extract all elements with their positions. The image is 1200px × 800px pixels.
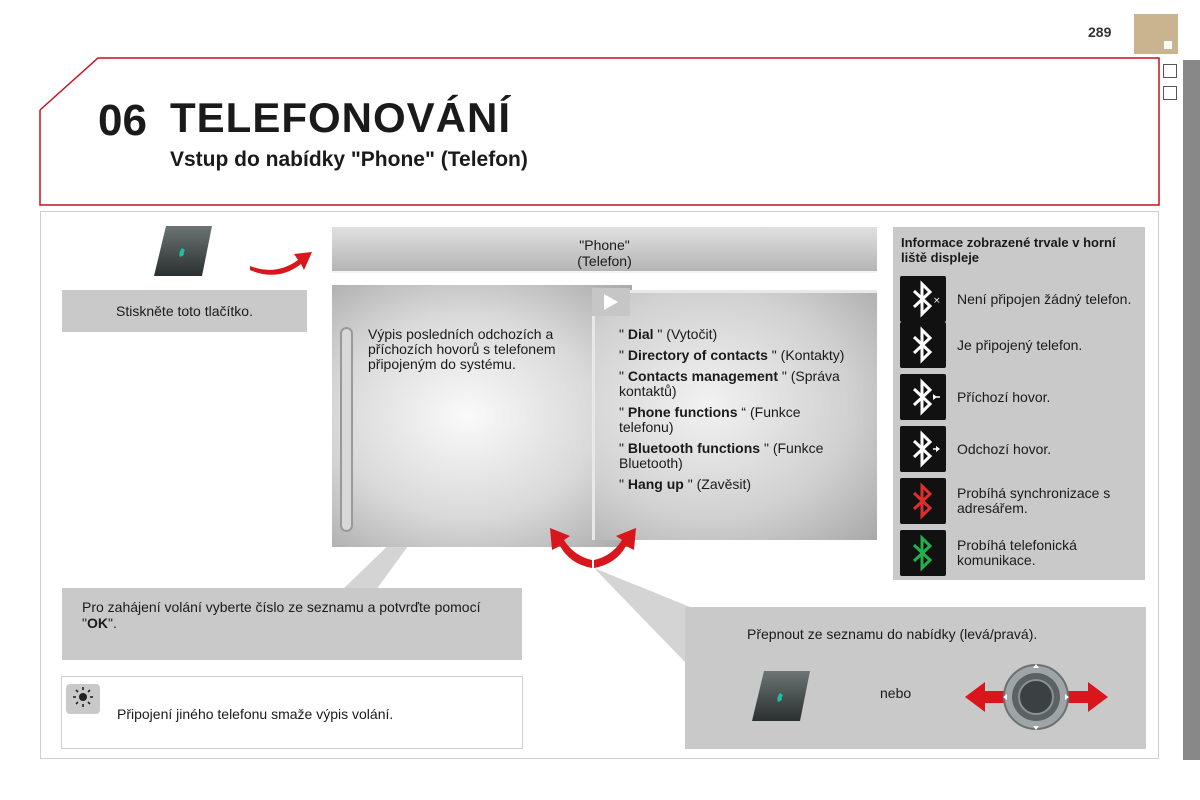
bluetooth-status-text <box>957 322 1142 368</box>
phone-menu-item[interactable] <box>619 405 849 435</box>
phone-menu-item[interactable] <box>619 369 849 399</box>
bluetooth-call-in-progress-icon <box>900 530 946 576</box>
select-note-text: Pro zahájení volání vyberte číslo ze seznamu a potvrďte pomocí " <box>82 599 481 631</box>
bluetooth-panel-heading: Informace zobrazené trvale v horní liště displeje <box>901 235 1116 265</box>
bluetooth-not-connected-icon <box>900 276 946 322</box>
or-label: nebo <box>880 685 912 701</box>
bluetooth-status-text <box>957 276 1142 322</box>
phone-menu-item[interactable] <box>619 327 849 342</box>
menu-item-name: Directory of contacts <box>627 347 768 363</box>
quote-open: " <box>619 404 628 420</box>
phone-menu-item[interactable] <box>619 348 849 363</box>
screen-header <box>332 227 877 273</box>
bluetooth-status-label: Probíhá synchronizace s adresářem. <box>957 485 1111 516</box>
page-number: 289 <box>1088 24 1112 40</box>
bluetooth-status-text <box>957 530 1142 576</box>
menu-item-description: (Zavěsit) <box>696 476 752 492</box>
menu-item-name: Dial <box>627 326 654 342</box>
menu-item-description: (Vytočit) <box>666 326 718 342</box>
quote-close: " <box>653 326 667 342</box>
bluetooth-status-row <box>900 530 1140 576</box>
bluetooth-status-label: Probíhá telefonická komunikace. <box>957 537 1077 568</box>
chapter-title: TELEFONOVÁNÍ <box>170 94 512 141</box>
menu-item-name: Contacts management <box>627 368 779 384</box>
tip-lightbulb-icon <box>66 684 100 714</box>
menu-item-name: Hang up <box>627 476 684 492</box>
call-log-description: Výpis posledních odchozích a příchozích hovorů s telefonem připojeným do systému. <box>368 326 556 372</box>
quote-close: " <box>760 440 773 456</box>
bluetooth-incoming-call-icon <box>900 374 946 420</box>
select-number-note <box>62 588 522 660</box>
quote-open: " <box>619 440 628 456</box>
quote-open: " <box>619 347 628 363</box>
phone-menu-item[interactable] <box>619 441 849 471</box>
joystick-left-right-icon <box>963 660 1110 735</box>
menu-item-name: Bluetooth functions <box>627 440 761 456</box>
bluetooth-status-row <box>900 322 1140 368</box>
screen-header-subtitle: (Telefon) <box>577 253 632 269</box>
quote-close: “ <box>737 404 750 420</box>
phone-menu-list <box>619 327 849 498</box>
bluetooth-connected-icon <box>900 322 946 368</box>
menu-item-description: (Správa kontaktů) <box>619 368 840 399</box>
chapter-number: 06 <box>98 96 147 145</box>
quote-close: " <box>767 347 781 363</box>
bluetooth-sync-icon <box>900 478 946 524</box>
screen-header-title: "Phone" <box>579 237 630 253</box>
ok-label: OK <box>86 615 108 631</box>
quote-open: " <box>619 326 628 342</box>
red-double-arrow-icon <box>540 524 646 572</box>
quote-open: " <box>619 476 628 492</box>
scrollbar <box>340 327 353 532</box>
menu-item-description: (Funkce telefonu) <box>619 404 801 435</box>
phone-button-icon <box>152 224 214 278</box>
bluetooth-status-label: Není připojen žádný telefon. <box>957 290 1132 307</box>
bluetooth-status-row <box>900 374 1140 420</box>
menu-item-description: (Funkce Bluetooth) <box>619 440 824 471</box>
bluetooth-status-row <box>900 478 1140 524</box>
bluetooth-status-text <box>957 426 1142 472</box>
bluetooth-status-label: Odchozí hovor. <box>957 440 1052 457</box>
bluetooth-status-row <box>900 426 1140 472</box>
quote-open: " <box>619 368 628 384</box>
bluetooth-status-row <box>900 276 1140 322</box>
red-arrow-icon <box>246 240 316 280</box>
phone-menu-item[interactable] <box>619 477 849 492</box>
call-log-panel <box>332 285 632 547</box>
bluetooth-status-label: Je připojený telefon. <box>957 336 1083 353</box>
tip-text: Připojení jiného telefonu smaže výpis volání. <box>117 706 394 722</box>
bluetooth-status-label: Příchozí hovor. <box>957 388 1051 405</box>
bluetooth-status-text <box>957 374 1142 420</box>
menu-toggle <box>592 288 630 316</box>
switch-note-text: Přepnout ze seznamu do nabídky (levá/pravá). <box>747 626 1038 642</box>
svg-text:×: × <box>933 296 941 306</box>
bluetooth-status-text <box>957 478 1142 524</box>
menu-item-description: (Kontakty) <box>780 347 845 363</box>
phone-button-icon <box>750 669 812 723</box>
select-note-end: ". <box>107 615 117 631</box>
press-button-note <box>62 290 307 332</box>
press-button-text: Stiskněte toto tlačítko. <box>116 303 253 319</box>
play-arrow-icon <box>603 294 619 310</box>
quote-close: " <box>778 368 791 384</box>
section-title: Vstup do nabídky "Phone" (Telefon) <box>170 148 528 171</box>
bluetooth-outgoing-call-icon <box>900 426 946 472</box>
quote-close: " <box>683 476 697 492</box>
menu-item-name: Phone functions <box>627 404 738 420</box>
